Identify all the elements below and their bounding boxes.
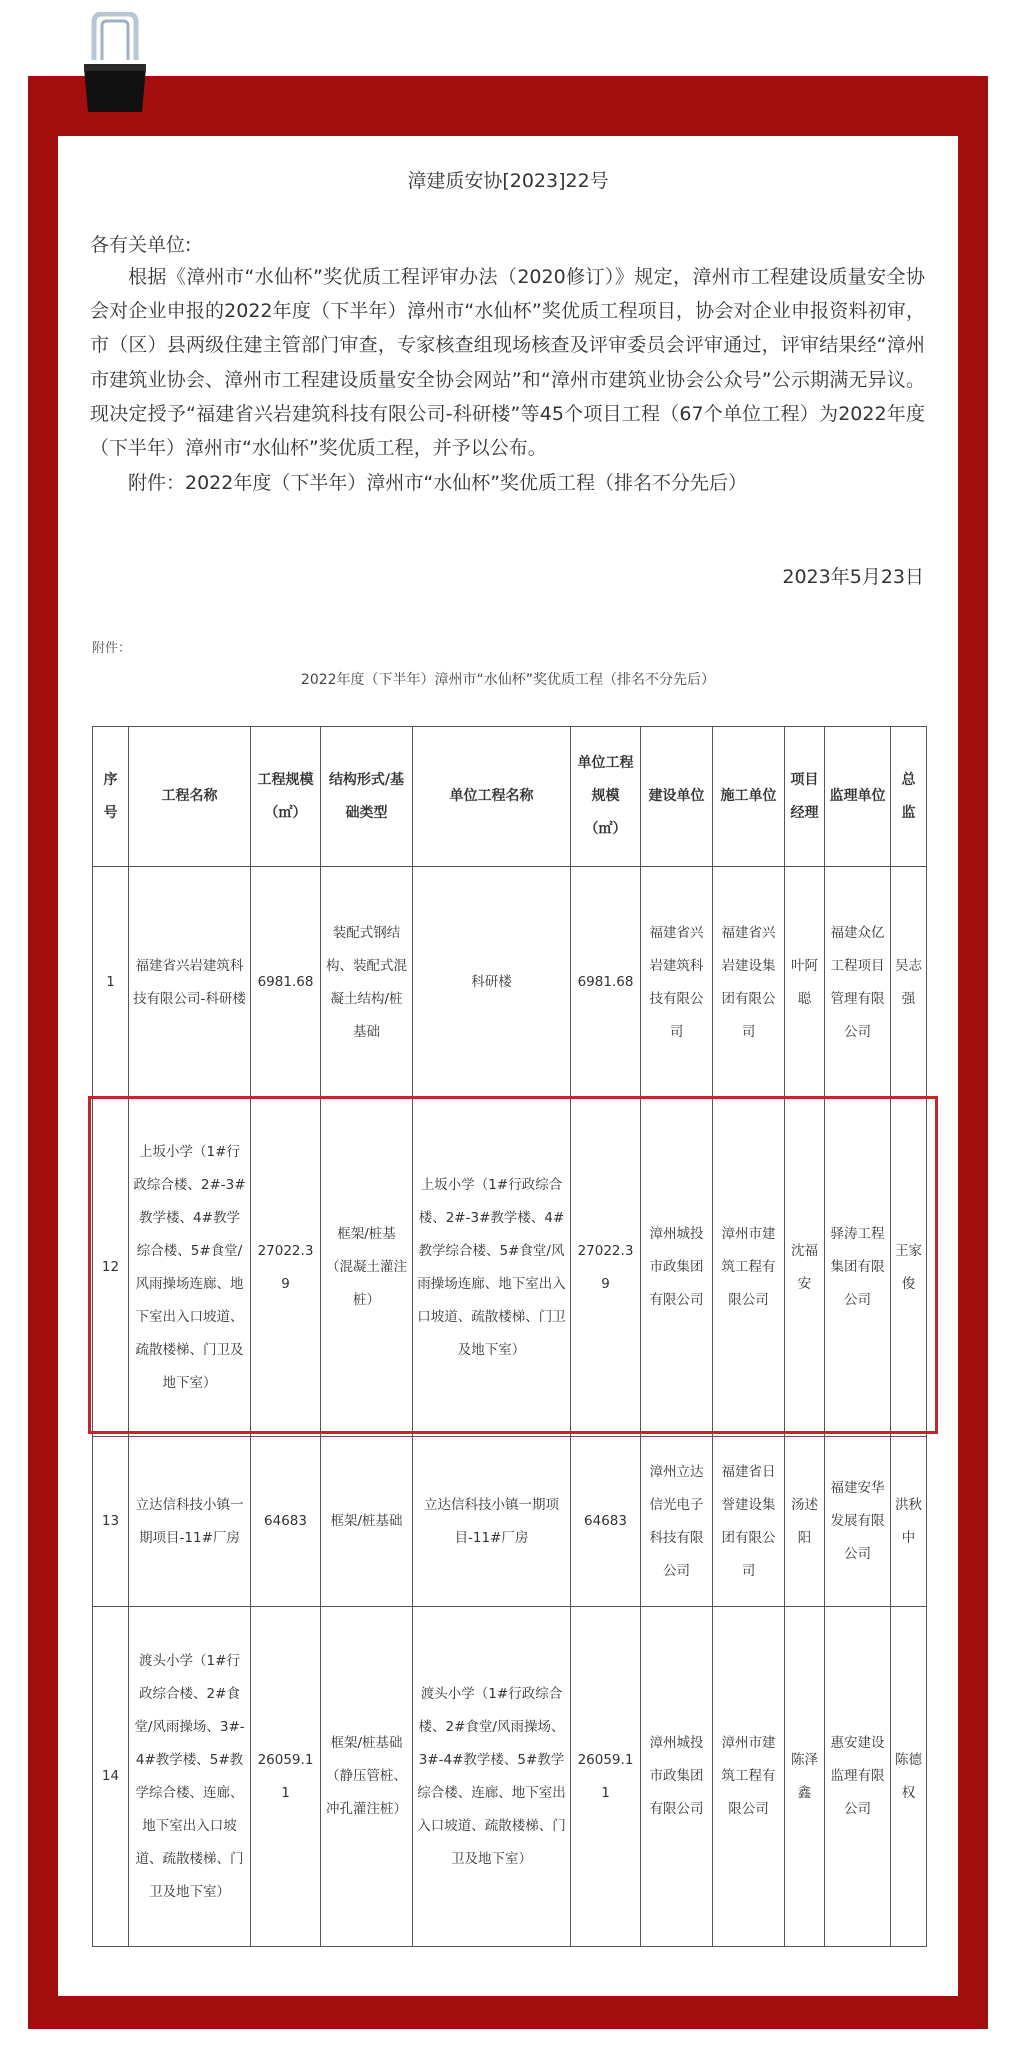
cell-contractor: 福建省日誉建设集团有限公司 — [713, 1437, 785, 1607]
binder-clip-icon — [80, 12, 150, 114]
document-date: 2023年5月23日 — [782, 566, 924, 588]
cell-contractor: 福建省兴岩建设集团有限公司 — [713, 867, 785, 1099]
award-table — [92, 726, 927, 1947]
table-row — [93, 1437, 927, 1607]
header-chief-supervisor: 总监 — [891, 727, 927, 867]
cell-manager: 叶阿聪 — [785, 867, 825, 1099]
cell-builder: 福建省兴岩建筑科技有限公司 — [641, 867, 713, 1099]
cell-supervisor-unit: 驿涛工程集团有限公司 — [825, 1099, 891, 1437]
cell-project-scale: 6981.68 — [251, 867, 321, 1099]
cell-unit-name: 渡头小学（1#行政综合楼、2#食堂/风雨操场、3#-4#教学楼、5#教学综合楼、连廊、地下室出入口坡道、疏散楼梯、门卫及地下室） — [413, 1607, 571, 1947]
cell-project-name: 福建省兴岩建筑科技有限公司-科研楼 — [129, 867, 251, 1099]
cell-supervisor-unit: 福建安华发展有限公司 — [825, 1437, 891, 1607]
header-unit-scale: 单位工程规模（㎡） — [571, 727, 641, 867]
cell-structure: 框架/桩基（混凝土灌注桩） — [321, 1099, 413, 1437]
salutation: 各有关单位: — [90, 234, 192, 256]
attachment-line: 附件：2022年度（下半年）漳州市“水仙杯”奖优质工程（排名不分先后） — [128, 472, 748, 494]
header-project-name: 工程名称 — [129, 727, 251, 867]
cell-chief-supervisor: 王家俊 — [891, 1099, 927, 1437]
cell-manager: 沈福安 — [785, 1099, 825, 1437]
header-builder: 建设单位 — [641, 727, 713, 867]
table-row — [93, 1607, 927, 1947]
cell-structure: 框架/桩基础（静压管桩、冲孔灌注桩） — [321, 1607, 413, 1947]
cell-chief-supervisor: 洪秋中 — [891, 1437, 927, 1607]
cell-structure: 框架/桩基础 — [321, 1437, 413, 1607]
cell-manager: 汤述阳 — [785, 1437, 825, 1607]
cell-structure: 装配式钢结构、装配式混凝土结构/桩基础 — [321, 867, 413, 1099]
cell-unit-scale: 26059.11 — [571, 1607, 641, 1947]
header-supervisor-unit: 监理单位 — [825, 727, 891, 867]
cell-project-name: 渡头小学（1#行政综合楼、2#食堂/风雨操场、3#-4#教学楼、5#教学综合楼、连廊、地下室出入口坡道、疏散楼梯、门卫及地下室） — [129, 1607, 251, 1947]
cell-seq: 1 — [93, 867, 129, 1099]
header-manager: 项目经理 — [785, 727, 825, 867]
cell-unit-scale: 64683 — [571, 1437, 641, 1607]
cell-supervisor-unit: 福建众亿工程项目管理有限公司 — [825, 867, 891, 1099]
cell-project-name: 上坂小学（1#行政综合楼、2#-3#教学楼、4#教学综合楼、5#食堂/风雨操场连廊、地下室出入口坡道、疏散楼梯、门卫及地下室） — [129, 1099, 251, 1437]
cell-project-scale: 26059.11 — [251, 1607, 321, 1947]
document-page — [58, 136, 958, 1996]
cell-unit-scale: 6981.68 — [571, 867, 641, 1099]
cell-builder: 漳州城投市政集团有限公司 — [641, 1607, 713, 1947]
cell-unit-name: 上坂小学（1#行政综合楼、2#-3#教学楼、4#教学综合楼、5#食堂/风雨操场连廊、地下室出入口坡道、疏散楼梯、门卫及地下室） — [413, 1099, 571, 1437]
header-project-scale: 工程规模（㎡） — [251, 727, 321, 867]
header-unit-name: 单位工程名称 — [413, 727, 571, 867]
cell-chief-supervisor: 吴志强 — [891, 867, 927, 1099]
cell-unit-name: 科研楼 — [413, 867, 571, 1099]
cell-supervisor-unit: 惠安建设监理有限公司 — [825, 1607, 891, 1947]
document-number: 漳建质安协[2023]22号 — [407, 170, 609, 192]
cell-chief-supervisor: 陈德权 — [891, 1607, 927, 1947]
cell-seq: 12 — [93, 1099, 129, 1437]
cell-builder: 漳州立达信光电子科技有限公司 — [641, 1437, 713, 1607]
cell-contractor: 漳州市建筑工程有限公司 — [713, 1607, 785, 1947]
header-structure: 结构形式/基础类型 — [321, 727, 413, 867]
header-contractor: 施工单位 — [713, 727, 785, 867]
table-row — [93, 1099, 927, 1437]
header-seq: 序号 — [93, 727, 129, 867]
cell-manager: 陈泽鑫 — [785, 1607, 825, 1947]
table-title: 2022年度（下半年）漳州市“水仙杯”奖优质工程（排名不分先后） — [300, 672, 716, 688]
cell-project-name: 立达信科技小镇一期项目-11#厂房 — [129, 1437, 251, 1607]
cell-unit-name: 立达信科技小镇一期项目-11#厂房 — [413, 1437, 571, 1607]
notice-body: 根据《漳州市“水仙杯”奖优质工程评审办法（2020修订）》规定，漳州市工程建设质量安全协会对企业申报的2022年度（下半年）漳州市“水仙杯”奖优质工程项目，协会对企业申报资料初审，市（区）县两级住建主管部门审查，专家核查组现场核查及评审委员会评审通过，评审结果经“漳州市建筑业协会、漳州市工程建设质量安全协会网站”和“漳州市建筑业协会公众号”公示期满无异议。现决定授予“福建省兴岩建筑科技有限公司-科研楼”等45个项目工程（67个单位工程）为2022年度（下半年）漳州市“水仙杯”奖优质工程，并予以公布。 — [90, 266, 925, 460]
cell-project-scale: 64683 — [251, 1437, 321, 1607]
cell-builder: 漳州城投市政集团有限公司 — [641, 1099, 713, 1437]
cell-seq: 13 — [93, 1437, 129, 1607]
cell-project-scale: 27022.39 — [251, 1099, 321, 1437]
cell-unit-scale: 27022.39 — [571, 1099, 641, 1437]
table-header-row — [93, 727, 927, 867]
cell-seq: 14 — [93, 1607, 129, 1947]
cell-contractor: 漳州市建筑工程有限公司 — [713, 1099, 785, 1437]
table-row — [93, 867, 927, 1099]
attachment-label: 附件： — [92, 641, 132, 656]
